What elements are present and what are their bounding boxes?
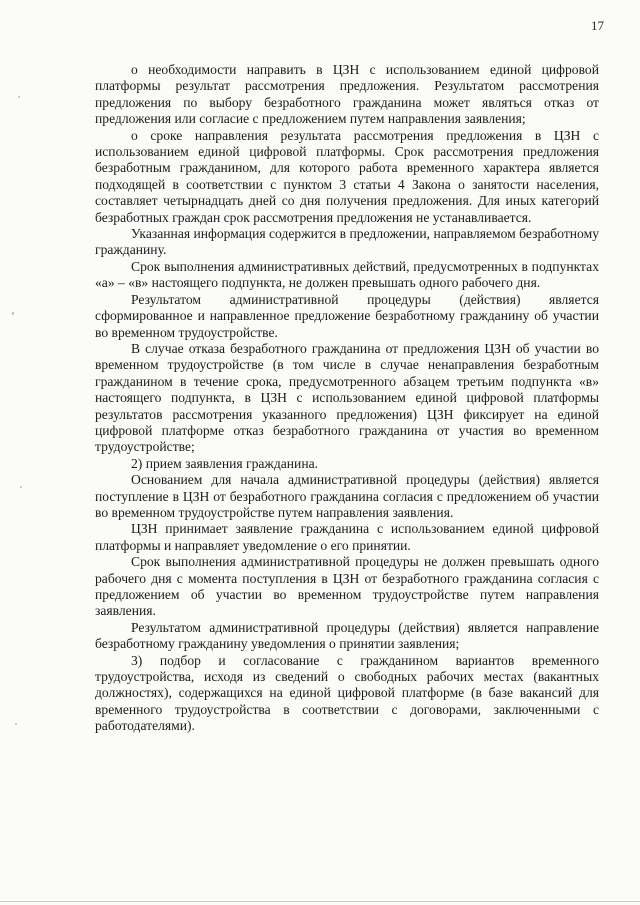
scan-speck [18, 96, 20, 98]
paragraph-12: 3) подбор и согласование с гражданином вариантов временного трудоустройства, исходя из сведений о свободных рабочих местах (вакантных должностях), содержащихся на единой цифровой платформе (в базе вакансий для временного трудоустройства в соответствии с договорами, заключенными с работодателями). [95, 652, 599, 734]
paragraph-7: 2) прием заявления гражданина. [131, 455, 319, 471]
paragraph-1: о необходимости направить в ЦЗН с использованием единой цифровой платформы результат рассмотрения предложения. Результатом рассмотрения предложения по выбору безработного гражданина может являться отказ от предложения или согласие с предложением путем направления заявления; [95, 62, 599, 127]
paragraph-9: ЦЗН принимает заявление гражданина с использованием единой цифровой платформы и направляет уведомление о его принятии. [95, 521, 599, 553]
paragraph-2: о сроке направления результата рассмотрения предложения в ЦЗН с использованием единой цифровой платформы. Срок рассмотрения предложения безработным гражданином, для которого работа временного характера является подходящей в соответствии с пунктом 3 статьи 4 Закона о занятости населения, составляет четырнадцать дней со дня получения предложения. Для иных категорий безработных граждан срок рассмотрения предложения не устанавливается. [95, 127, 599, 225]
paragraph-5: Результатом административной процедуры (действия) является сформированное и направленное предложение безработному гражданину об участии во временном трудоустройстве. [95, 291, 599, 340]
scan-speck [20, 486, 22, 488]
paragraph-6: В случае отказа безработного гражданина от предложения ЦЗН об участии во временном трудоустройстве (в том числе в случае ненаправления безработным гражданином в течение срока, предусмотренного абзацем третьим подпункта «в» настоящего подпункта, в ЦЗН с использованием единой цифровой платформы результатов рассмотрения указанного предложения) ЦЗН фиксирует на единой цифровой платформе отказ безработного гражданина от участия во временном трудоустройстве; [95, 340, 599, 455]
paragraph-4: Срок выполнения административных действий, предусмотренных в подпунктах «а» – «в» настоящего подпункта, не должен превышать одного рабочего дня. [95, 258, 599, 291]
page-number: 17 [591, 18, 604, 33]
paragraph-10: Срок выполнения административной процедуры не должен превышать одного рабочего дня с момента поступления в ЦЗН от безработного гражданина согласия с предложением об участии во временном трудоустройстве путем направления заявления. [95, 554, 599, 619]
paragraph-3: Указанная информация содержится в предложении, направляемом безработному гражданину. [95, 226, 599, 258]
document-body [95, 62, 599, 735]
scan-bottom-edge [0, 901, 640, 902]
paragraph-11: Результатом административной процедуры (действия) является направление безработному гражданину уведомления о принятии заявления; [95, 619, 599, 652]
scan-speck [12, 312, 14, 315]
scan-speck [15, 723, 17, 725]
paragraph-8: Основанием для начала административной процедуры (действия) является поступление в ЦЗН от безработного гражданина согласия с предложением об участии во временном трудоустройстве путем направления заявления. [95, 472, 599, 520]
